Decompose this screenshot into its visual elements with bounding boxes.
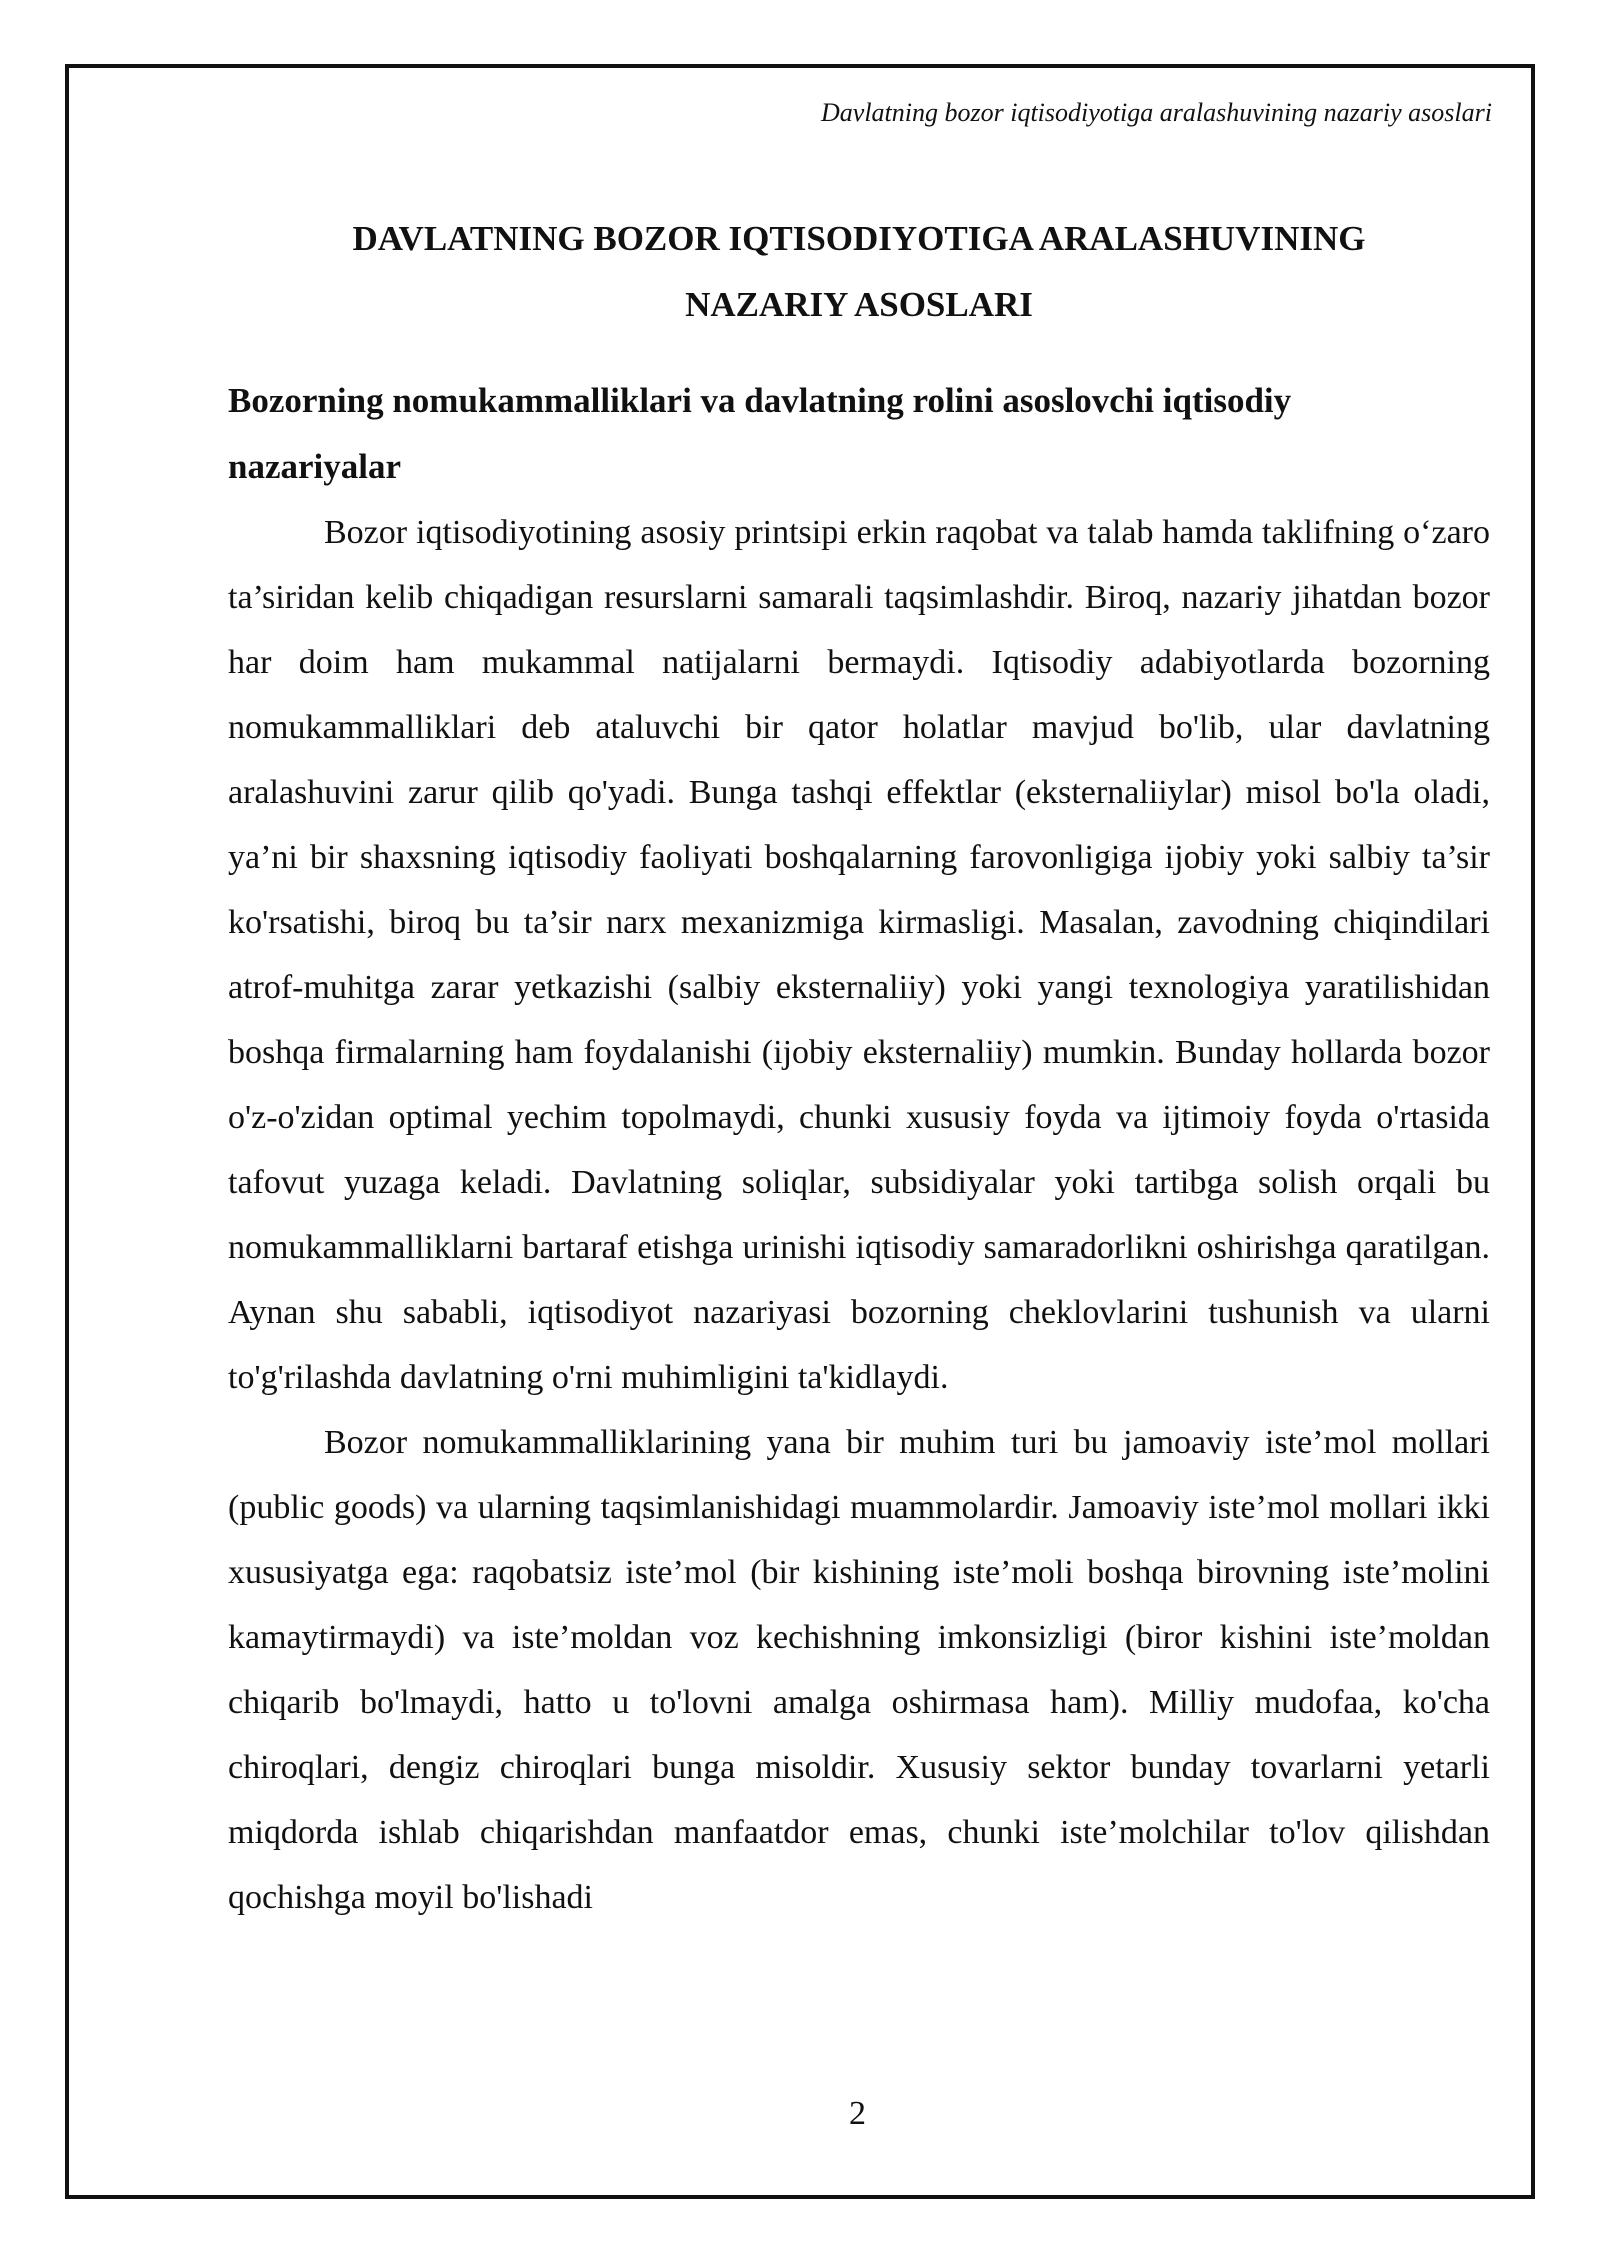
paragraph-1: Bozor iqtisodiyotining asosiy printsipi erkin raqobat va talab hamda taklifning o‘zaro ta’siridan kelib chiqadigan resurslarni samarali taqsimlashdir. Biroq, nazariy jihatdan bozor har doim ham mukammal natijalarni bermaydi. Iqtisodiy adabiyotlarda bozorning nomukammalliklari deb ataluvchi bir qator holatlar mavjud bo'lib, ular davlatning aralashuvini zarur qilib qo'yadi. Bunga tashqi effektlar (eksternaliiylar) misol bo'la oladi, ya’ni bir shaxsning iqtisodiy faoliyati boshqalarning farovonligiga ijobiy yoki salbiy ta’sir ko'rsatishi, biroq bu ta’sir narx mexanizmiga kirmasligi. Masalan, zavodning chiqindilari atrof-muhitga zarar yetkazishi (salbiy eksternaliiy) yoki yangi texnologiya yaratilishidan boshqa firmalarning ham foydalanishi (ijobiy eksternaliiy) mumkin. Bunday hollarda bozor o'z-o'zidan optimal yechim topolmaydi, chunki xususiy foyda va ijtimoiy foyda o'rtasida tafovut yuzaga keladi. Davlatning soliqlar, subsidiyalar yoki tartibga solish orqali bu nomukammalliklarni bartaraf etishga urinishi iqtisodiy samaradorlikni oshirishga qaratilgan. Aynan shu sababli, iqtisodiyot nazariyasi bozorning cheklovlarini tushunish va ularni to'g'rilashda davlatning o'rni muhimligini ta'kidlaydi. <box>228 514 1490 1396</box>
section-heading-line-1: Bozorning nomukammalliklari va davlatning rolini asoslovchi iqtisodiy <box>228 381 1292 420</box>
document-title <box>228 206 1490 338</box>
running-header: Davlatning bozor iqtisodiyotiga aralashuvining nazariy asoslari <box>821 98 1492 127</box>
page-number-footer <box>0 2094 1600 2134</box>
document-title-line-1: DAVLATNING BOZOR IQTISODIYOTIGA ARALASHUVINING <box>352 219 1366 258</box>
page-number: 2 <box>849 2095 866 2132</box>
document-body <box>228 206 1490 1930</box>
section-heading-line-2: nazariyalar <box>228 447 402 486</box>
paragraph-2: Bozor nomukammalliklarining yana bir muhim turi bu jamoaviy iste’mol mollari (public goods) va ularning taqsimlanishidagi muammolardir. Jamoaviy iste’mol mollari ikki xususiyatga ega: raqobatsiz iste’mol (bir kishining iste’moli boshqa birovning iste’molini kamaytirmaydi) va iste’moldan voz kechishning imkonsizligi (biror kishini iste’moldan chiqarib bo'lmaydi, hatto u to'lovni amalga oshirmasa ham). Milliy mudofaa, ko'cha chiroqlari, dengiz chiroqlari bunga misoldir. Xususiy sektor bunday tovarlarni yetarli miqdorda ishlab chiqarishdan manfaatdor emas, chunki iste’molchilar to'lov qilishdan qochishga moyil bo'lishadi <box>228 1424 1490 1916</box>
document-title-line-2: NAZARIY ASOSLARI <box>685 285 1033 324</box>
section-heading <box>228 368 1490 500</box>
